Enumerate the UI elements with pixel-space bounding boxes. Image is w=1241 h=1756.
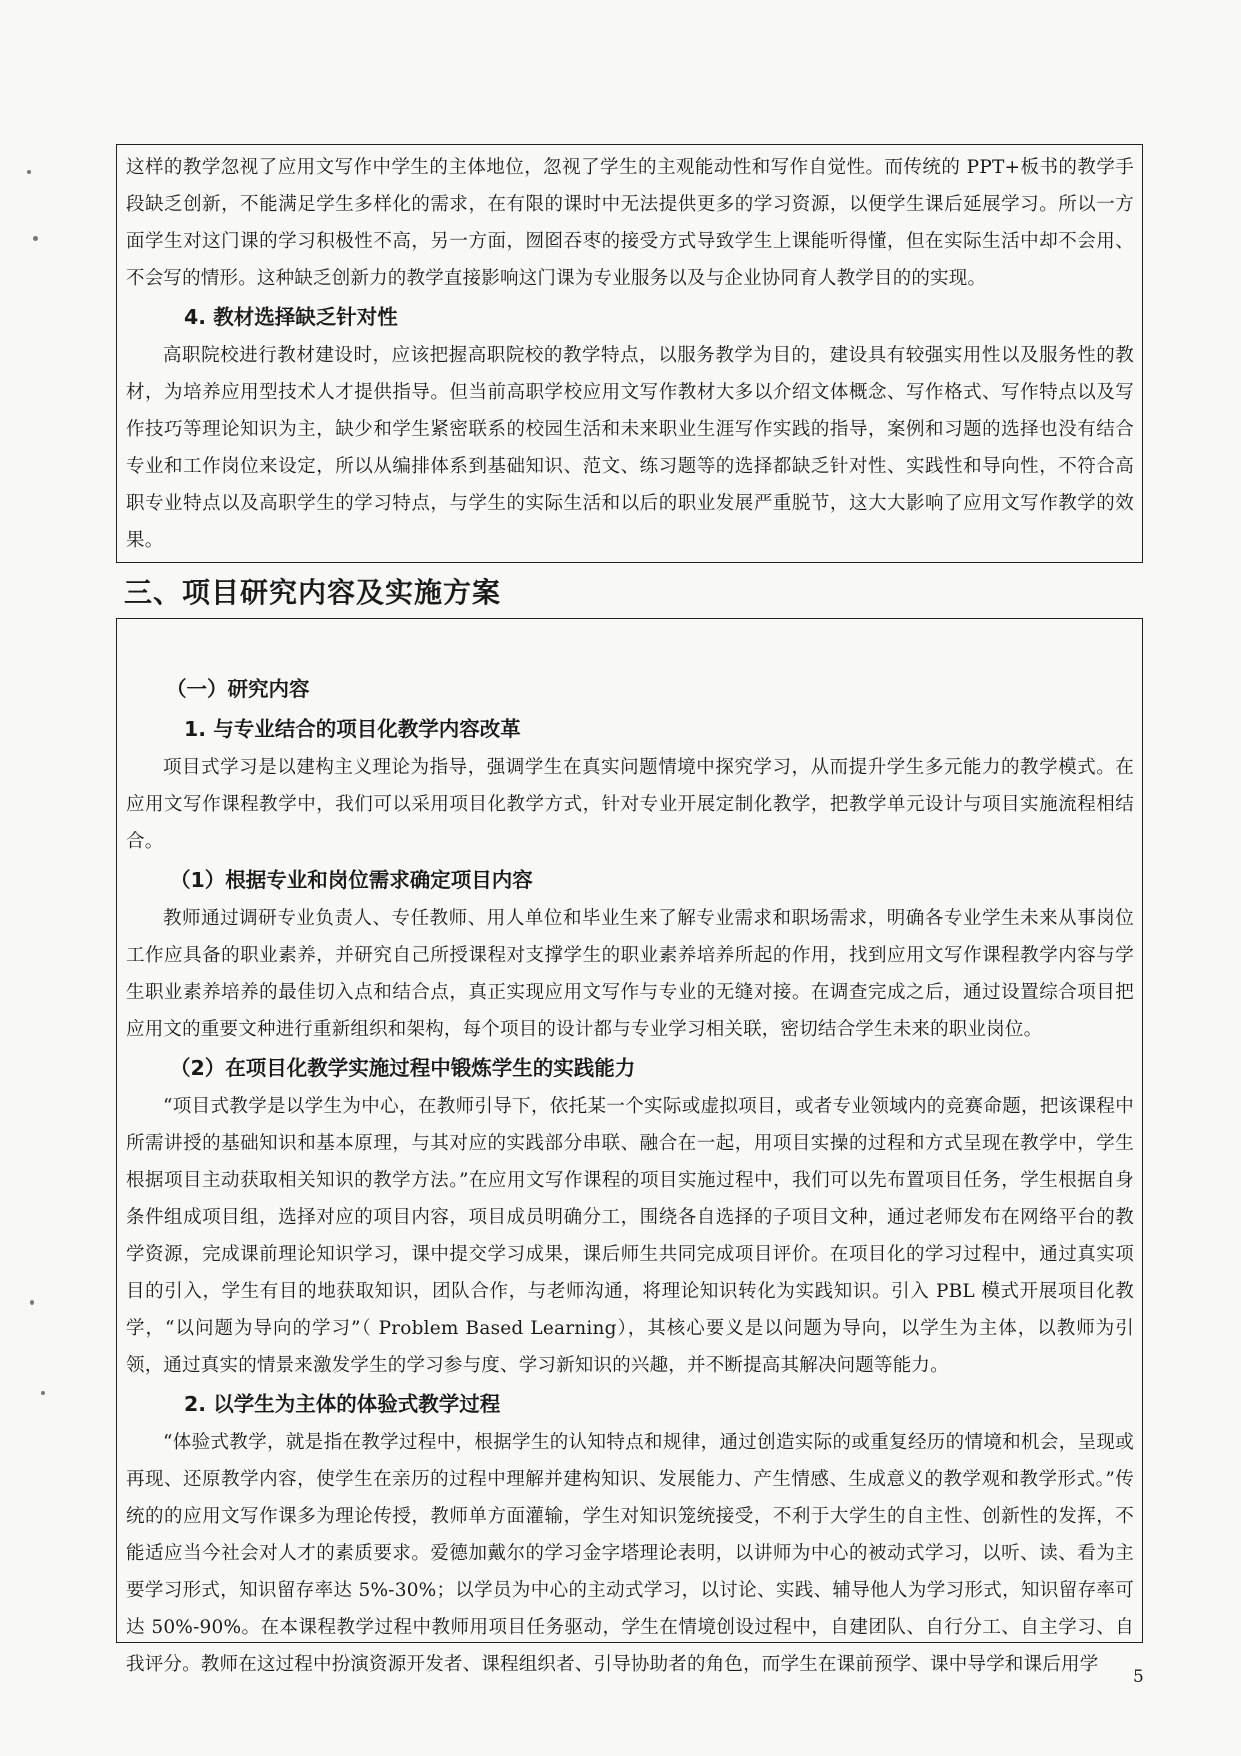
section-title: 三、项目研究内容及实施方案: [124, 576, 502, 609]
paragraph-needs: 教师通过调研专业负责人、专任教师、用人单位和毕业生来了解专业需求和职场需求，明确各专业学生未来从事岗位工作应具备的职业素养，并研究自己所授课程对支撑学生的职业素养培养所起的作用，找到应用文写作课程教学内容与学生职业素养培养的最佳切入点和结合点，真正实现应用文写作与专业的无缝对接。在调查完成之后，通过设置综合项目把应用文的重要文种进行重新组织和架构，每个项目的设计都与专业学习相关联，密切结合学生未来的职业岗位。: [126, 908, 1134, 1040]
subheading-research-content: （一）研究内容: [166, 677, 310, 701]
scan-speck: [33, 236, 38, 241]
paragraph-project-teaching: 项目式学习是以建构主义理论为指导，强调学生在真实问题情境中探究学习，从而提升学生多元能力的教学模式。在应用文写作课程教学中，我们可以采用项目化教学方式，针对专业开展定制化教学，把教学单元设计与项目实施流程相结合。: [126, 757, 1134, 852]
scan-speck: [41, 1391, 45, 1395]
text-box-continued: [116, 144, 1143, 563]
heading-1-project-teaching: 1. 与专业结合的项目化教学内容改革: [184, 717, 521, 741]
paragraph-textbook: 高职院校进行教材建设时，应该把握高职院校的教学特点，以服务教学为目的，建设具有较强实用性以及服务性的教材，为培养应用型技术人才提供指导。但当前高职学校应用文写作教材大多以介绍文体概念、写作格式、写作特点以及写作技巧等理论知识为主，缺少和学生紧密联系的校园生活和未来职业生涯写作实践的指导，案例和习题的选择也没有结合专业和工作岗位来设定，所以从编排体系到基础知识、范文、练习题等的选择都缺乏针对性、实践性和导向性，不符合高职专业特点以及高职学生的学习特点，与学生的实际生活和以后的职业发展严重脱节，这大大影响了应用文写作教学的效果。: [126, 345, 1134, 551]
heading-2-experiential: 2. 以学生为主体的体验式教学过程: [184, 1392, 501, 1416]
paragraph-continued: 这样的教学忽视了应用文写作中学生的主体地位，忽视了学生的主观能动性和写作自觉性。而传统的 PPT+板书的教学手段缺乏创新，不能满足学生多样化的需求，在有限的课时中无法提供更多的学习资源，以便学生课后延展学习。所以一方面学生对这门课的学习积极性不高，另一方面，囫囵吞枣的接受方式导致学生上课能听得懂，但在实际生活中却不会用、不会写的情形。这种缺乏创新力的教学直接影响这门课为专业服务以及与企业协同育人教学目的的实现。: [126, 157, 1134, 289]
text-box-research: [116, 618, 1143, 1675]
scan-speck: [30, 1300, 34, 1305]
heading-1-2-practice: （2）在项目化教学实施过程中锻炼学生的实践能力: [170, 1056, 636, 1080]
paragraph-practice: “项目式教学是以学生为中心，在教师引导下，依托某一个实际或虚拟项目，或者专业领域内的竞赛命题，把该课程中所需讲授的基础知识和基本原理，与其对应的实践部分串联、融合在一起，用项目实操的过程和方式呈现在教学中，学生根据项目主动获取相关知识的教学方法。”在应用文写作课程的项目实施过程中，我们可以先布置项目任务，学生根据自身条件组成项目组，选择对应的项目内容，项目成员明确分工，围绕各自选择的子项目文种，通过老师发布在网络平台的教学资源，完成课前理论知识学习，课中提交学习成果，课后师生共同完成项目评价。在项目化的学习过程中，通过真实项目的引入，学生有目的地获取知识，团队合作，与老师沟通，将理论知识转化为实践知识。引入 PBL 模式开展项目化教学，“以问题为导向的学习”（ Problem Based Learning），其核心要义是以问题为导向，以学生为主体，以教师为引领，通过真实的情景来激发学生的学习参与度、学习新知识的兴趣，并不断提高其解决问题等能力。: [126, 1096, 1134, 1376]
heading-1-1-needs: （1）根据专业和岗位需求确定项目内容: [170, 868, 533, 892]
scan-speck: [27, 170, 31, 174]
paragraph-experiential: “体验式教学，就是指在教学过程中，根据学生的认知特点和规律，通过创造实际的或重复经历的情境和机会，呈现或再现、还原教学内容，使学生在亲历的过程中理解并建构知识、发展能力、产生情感、生成意义的教学观和教学形式。”传统的的应用文写作课多为理论传授，教师单方面灌输，学生对知识笼统接受，不利于大学生的自主性、创新性的发挥，不能适应当今社会对人才的素质要求。爱德加戴尔的学习金字塔理论表明，以讲师为中心的被动式学习，以听、读、看为主要学习形式，知识留存率达 5%-30%；以学员为中心的主动式学习，以讨论、实践、辅导他人为学习形式，知识留存率可达 50%-90%。在本课程教学过程中教师用项目任务驱动，学生在情境创设过程中，自建团队、自行分工、自主学习、自我评分。教师在这过程中扮演资源开发者、课程组织者、引导协助者的角色，而学生在课前预学、课中导学和课后用学: [126, 1432, 1134, 1675]
heading-4-textbook: 4. 教材选择缺乏针对性: [184, 305, 398, 329]
page-number: 5: [1133, 1667, 1144, 1687]
